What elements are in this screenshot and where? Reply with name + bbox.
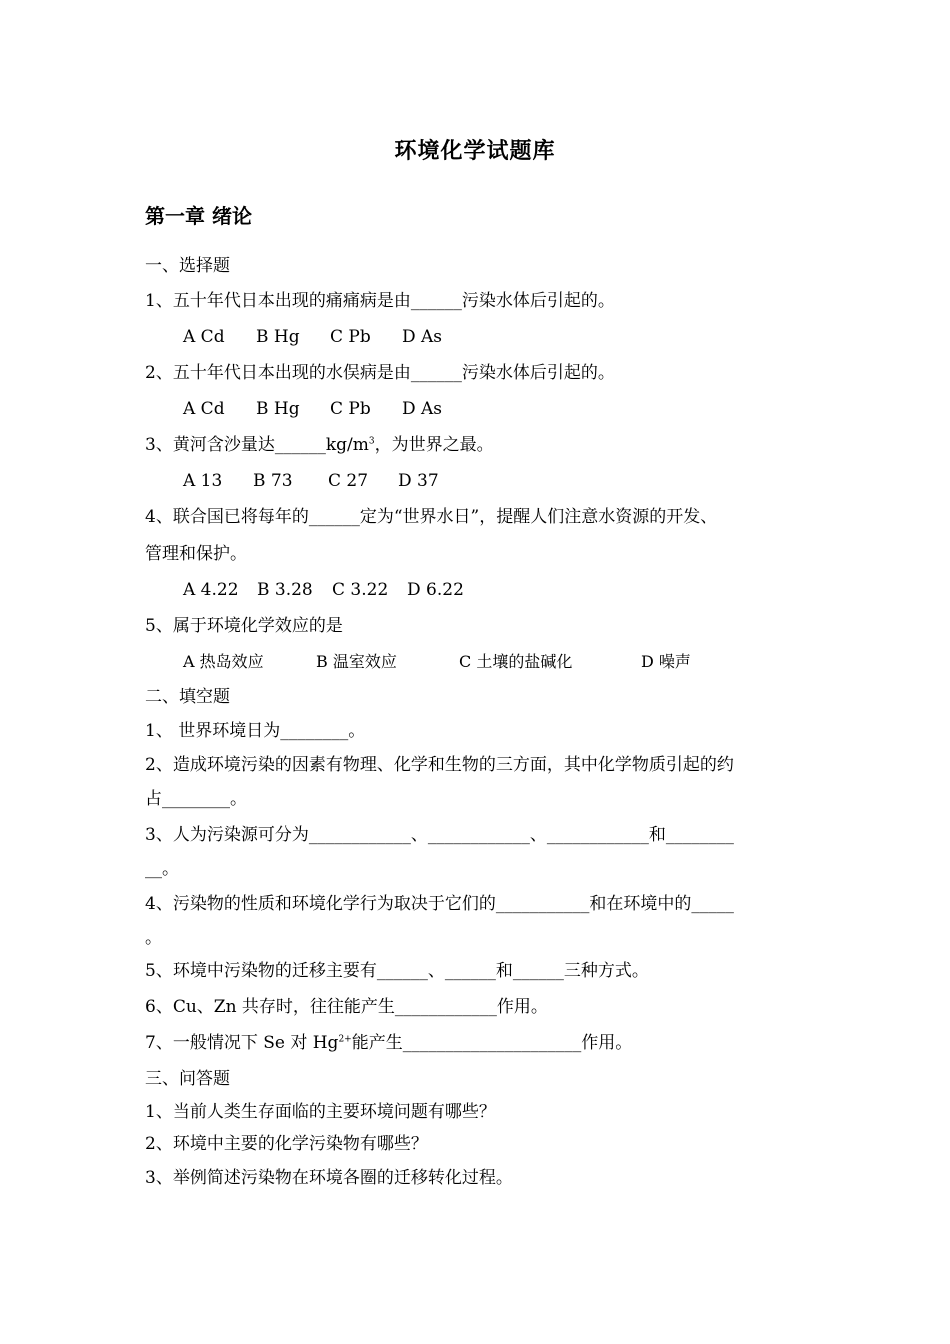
options-2: [183, 397, 442, 421]
options-4: [183, 578, 464, 602]
options-5: [183, 650, 691, 674]
option: B Hg: [256, 327, 300, 347]
question-4-line-2: 管理和保护。: [145, 544, 247, 564]
options-3: [183, 469, 439, 493]
section-heading-fill: 二、填空题: [145, 687, 230, 707]
option: B 3.28: [257, 580, 313, 600]
chapter-heading: 第一章 绪论: [145, 204, 252, 228]
question-3-tail: ，为世界之最。: [374, 435, 494, 455]
option: A 热岛效应: [183, 652, 264, 671]
question-3: [145, 433, 494, 457]
superscript: 2+: [338, 1034, 352, 1045]
option: C Pb: [330, 399, 371, 419]
option: D 37: [398, 471, 439, 491]
option: B 温室效应: [316, 652, 397, 671]
option: A Cd: [183, 327, 225, 347]
option: C 27: [328, 471, 369, 491]
option: B 73: [253, 471, 293, 491]
question-4-line-1: 4、联合国已将每年的______定为“世界水日”，提醒人们注意水资源的开发、: [145, 507, 718, 527]
fill-7: [145, 1031, 632, 1055]
fill-3-line-2: __。: [145, 859, 179, 879]
qa-2: 2、环境中主要的化学污染物有哪些？: [145, 1134, 428, 1154]
fill-6: 6、Cu、Zn 共存时，往往能产生____________作用。: [145, 997, 548, 1017]
question-1: 1、五十年代日本出现的痛痛病是由______污染水体后引起的。: [145, 291, 615, 311]
option: D 6.22: [407, 580, 464, 600]
fill-4-line-2: 。: [145, 928, 162, 948]
qa-3: 3、举例简述污染物在环境各圈的迁移转化过程。: [145, 1168, 513, 1188]
option: C 3.22: [332, 580, 389, 600]
section-heading-qa: 三、问答题: [145, 1069, 230, 1089]
section-heading-choice: 一、选择题: [145, 256, 230, 276]
question-5: 5、属于环境化学效应的是: [145, 616, 343, 636]
qa-1: 1、当前人类生存面临的主要环境问题有哪些？: [145, 1102, 496, 1122]
option: B Hg: [256, 399, 300, 419]
fill-3-line-1: 3、人为污染源可分为____________、____________、____________和________: [145, 825, 734, 845]
fill-4-line-1: 4、污染物的性质和环境化学行为取决于它们的___________和在环境中的_____: [145, 894, 734, 914]
option: C Pb: [330, 327, 371, 347]
superscript: 3: [368, 436, 375, 447]
fill-1: 1、 世界环境日为________。: [145, 721, 366, 741]
fill-7-tail: 能产生_____________________作用。: [351, 1033, 633, 1053]
option: D 噪声: [641, 652, 691, 671]
option: A 4.22: [183, 580, 239, 600]
question-2: 2、五十年代日本出现的水俣病是由______污染水体后引起的。: [145, 363, 615, 383]
option: A Cd: [183, 399, 225, 419]
fill-2-line-2: 占________。: [145, 789, 247, 809]
document-title: 环境化学试题库: [394, 138, 556, 164]
fill-5: 5、环境中污染物的迁移主要有______、______和______三种方式。: [145, 961, 649, 981]
fill-7-text: 7、一般情况下 Se 对 Hg: [145, 1033, 339, 1053]
fill-2-line-1: 2、造成环境污染的因素有物理、化学和生物的三方面，其中化学物质引起的约: [145, 755, 734, 775]
option: D As: [402, 327, 443, 347]
option: C 土壤的盐碱化: [459, 652, 573, 671]
options-1: [183, 325, 442, 349]
option: D As: [402, 399, 443, 419]
option: A 13: [183, 471, 223, 491]
question-3-text: 3、黄河含沙量达______kg/m: [145, 435, 369, 455]
